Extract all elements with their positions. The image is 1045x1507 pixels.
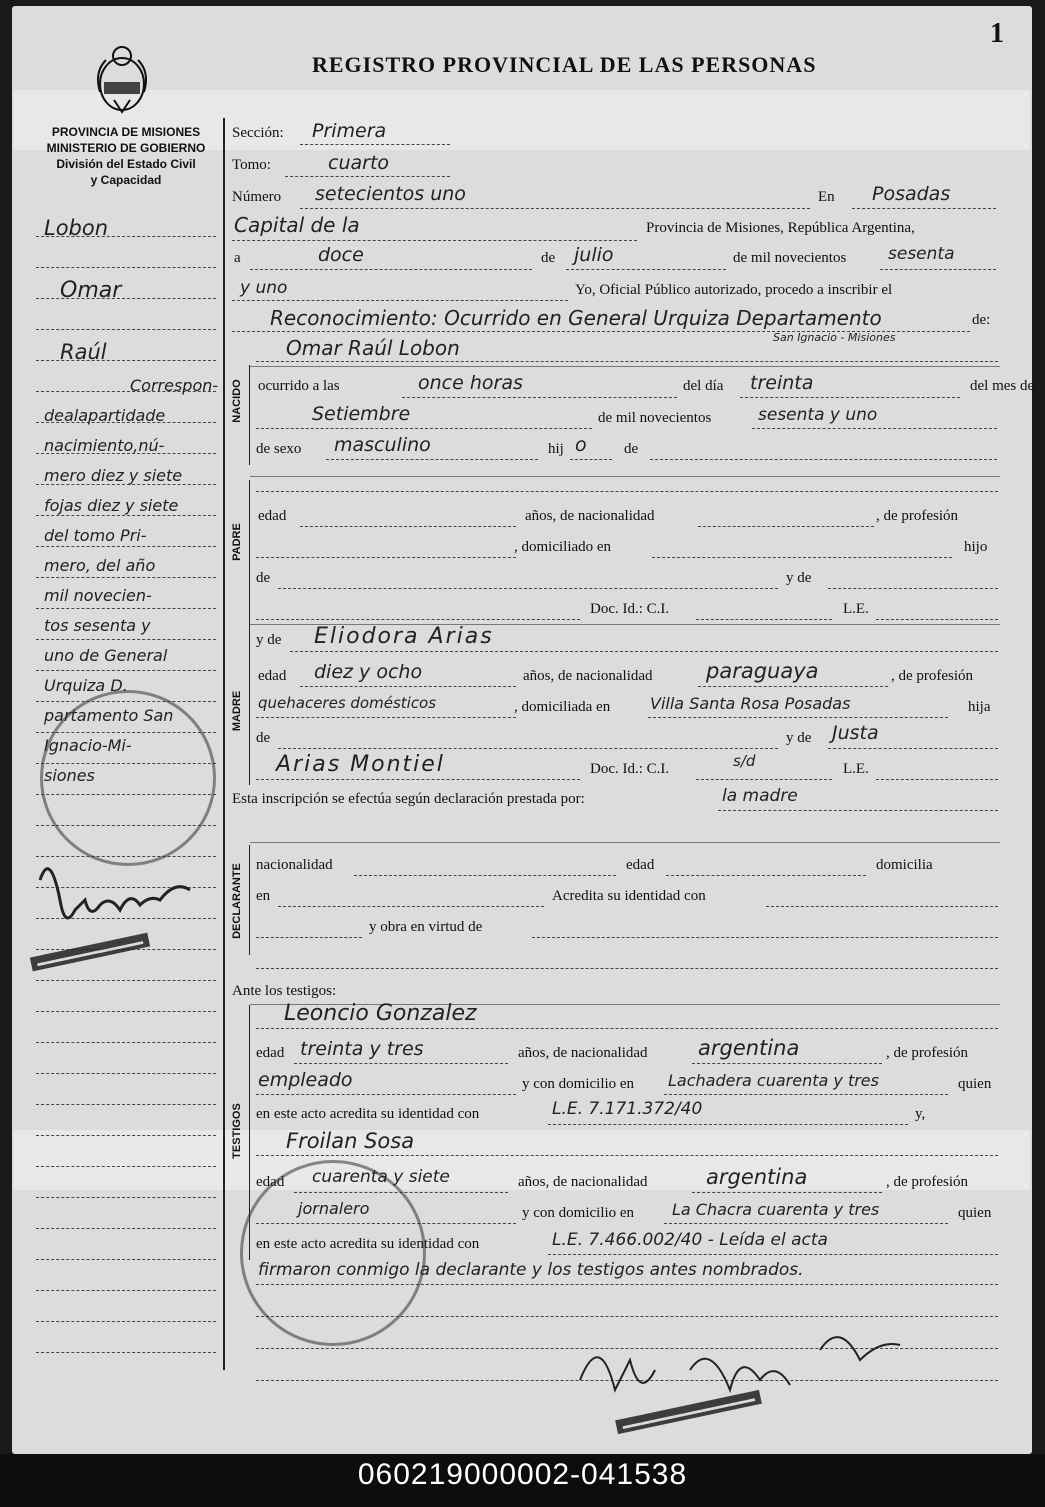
line-declarante	[718, 810, 998, 811]
label-padre-prof: , de profesión	[876, 508, 959, 524]
label-de-mil-2: de mil novecientos	[598, 410, 712, 426]
line-t2-nombre	[256, 1155, 998, 1156]
line-padre-abuela	[828, 588, 998, 589]
side-label-madre: MADRE	[231, 690, 243, 732]
value-madre-apellido: Arias Montiel	[276, 752, 445, 777]
round-official-seal-bottom	[240, 1160, 426, 1346]
line-t1-doc	[548, 1124, 908, 1125]
line-padre-edad	[300, 526, 516, 527]
value-anio-nac: sesenta y uno	[758, 405, 878, 425]
label-padre-de: de	[256, 570, 271, 586]
label-inscripcion: Esta inscripción se efectúa según declaración prestada por:	[232, 791, 585, 807]
label-madre-y-de-2: y de	[786, 730, 812, 746]
value-t1-nac: argentina	[698, 1036, 800, 1060]
label-padre-hijo: hijo	[964, 539, 988, 555]
margin-ruled-line	[36, 267, 216, 268]
label-madre-le: L.E.	[843, 761, 869, 777]
margin-ruled-line	[36, 639, 216, 640]
margin-annotation-line: uno de General	[44, 646, 168, 665]
label-t2-dom: y con domicilio en	[522, 1205, 635, 1221]
org-ministry: MINISTERIO DE GOBIERNO	[46, 141, 206, 155]
value-seccion: Primera	[312, 120, 387, 142]
value-sexo: masculino	[334, 434, 431, 456]
side-label-testigos: TESTIGOS	[231, 1103, 243, 1159]
line-madre-ci	[696, 779, 832, 780]
label-oficial: Yo, Oficial Público autorizado, procedo a inscribir el	[575, 282, 893, 298]
label-de-2: de	[624, 441, 639, 457]
margin-divider	[223, 118, 225, 1370]
line-t1-edad	[294, 1063, 508, 1064]
margin-ruled-line	[36, 1197, 216, 1198]
page-number: 1	[990, 18, 1004, 49]
label-madre-edad: edad	[258, 668, 287, 684]
label-madre-dom: , domiciliada en	[514, 699, 611, 715]
line-madre-apellido	[256, 779, 580, 780]
label-madre-de: de	[256, 730, 271, 746]
margin-annotation-line: partamento San	[44, 706, 174, 725]
label-padre-le: L.E.	[843, 601, 869, 617]
line-hora	[402, 397, 677, 398]
label-padre-doc: Doc. Id.: C.I.	[590, 601, 670, 617]
label-decl-edad: edad	[626, 857, 655, 873]
label-decl-obra: y obra en virtud de	[369, 919, 483, 935]
line-decl-en	[278, 906, 544, 907]
value-t1-dom: Lachadera cuarenta y tres	[668, 1071, 879, 1090]
value-t2-dom: La Chacra cuarenta y tres	[672, 1200, 880, 1219]
value-madre-nombre: Eliodora Arias	[314, 624, 494, 649]
line-anio1	[880, 269, 996, 270]
line-padre-dom	[652, 557, 952, 558]
line-madre-le	[876, 779, 998, 780]
rule-nacido-top	[250, 366, 1000, 367]
label-madre-prof: , de profesión	[891, 668, 974, 684]
label-de: de	[541, 250, 556, 266]
label-t1-edad: edad	[256, 1045, 285, 1061]
line-t2-nac	[692, 1192, 882, 1193]
line-madre-padre	[278, 748, 778, 749]
margin-annotation-line: tos sesenta y	[44, 616, 151, 635]
side-label-nacido: NACIDO	[231, 379, 243, 423]
margin-name-2: Raúl	[60, 340, 107, 364]
line-t1-nac	[692, 1063, 882, 1064]
value-tomo: cuarto	[328, 152, 390, 174]
line-nombre	[256, 361, 998, 362]
value-mes-nac: Setiembre	[312, 403, 411, 425]
margin-ruled-line	[36, 1042, 216, 1043]
value-dia-nac: treinta	[750, 372, 814, 394]
margin-ruled-line	[36, 1321, 216, 1322]
line-padre-nombre	[256, 491, 998, 492]
line-t2-doc	[548, 1254, 998, 1255]
value-t1-doc: L.E. 7.171.372/40	[552, 1099, 703, 1119]
value-madre-ci: s/d	[733, 752, 756, 770]
value-hij: o	[575, 434, 587, 456]
label-de-colon: de:	[972, 312, 991, 328]
label-t2-quien: quien	[958, 1205, 992, 1221]
bottom-signatures	[560, 1310, 920, 1420]
document-title: REGISTRO PROVINCIAL DE LAS PERSONAS	[312, 52, 817, 77]
value-madre-dom: Villa Santa Rosa Posadas	[650, 694, 851, 713]
label-numero: Número	[232, 189, 282, 205]
line-madre-madre	[828, 748, 998, 749]
line-padre-ci	[696, 619, 832, 620]
side-label-padre: PADRE	[231, 523, 243, 561]
label-sexo: de sexo	[256, 441, 302, 457]
value-declarante: la madre	[722, 786, 798, 806]
label-padre-edad: edad	[258, 508, 287, 524]
line-padre-le	[876, 619, 998, 620]
line-tomo	[285, 176, 450, 177]
margin-ruled-line	[36, 1135, 216, 1136]
margin-ruled-line	[36, 670, 216, 671]
margin-annotation-line: Urquiza D.	[44, 676, 128, 695]
value-madre-madre: Justa	[832, 722, 879, 744]
label-ante: Ante los testigos:	[232, 983, 337, 999]
side-label-declarante: DECLARANTE	[231, 863, 243, 939]
margin-annotation-line: del tomo Pri-	[44, 526, 147, 545]
margin-ruled-line	[36, 1011, 216, 1012]
label-madre-doc: Doc. Id.: C.I.	[590, 761, 670, 777]
margin-surname: Lobon	[44, 216, 109, 240]
line-anio-nac	[752, 428, 997, 429]
margin-ruled-line	[36, 1104, 216, 1105]
label-decl-dom: domicilia	[876, 857, 933, 873]
label-madre-y-de: y de	[256, 632, 282, 648]
value-acto: Reconocimiento: Ocurrido en General Urquiza Departamento	[270, 306, 882, 330]
label-del-dia: del día	[683, 378, 724, 394]
line-sexo	[326, 459, 538, 460]
margin-annotation-line: Correspon-	[130, 376, 219, 395]
line-padre-abuelo	[278, 588, 778, 589]
org-province: PROVINCIA DE MISIONES	[51, 125, 201, 139]
value-anio1: sesenta	[888, 244, 955, 264]
margin-ruled-line	[36, 608, 216, 609]
value-madre-prof: quehaceres domésticos	[258, 694, 437, 712]
line-anio2	[232, 300, 568, 301]
label-de-mil: de mil novecientos	[733, 250, 847, 266]
margin-ruled-line	[36, 1290, 216, 1291]
line-madre-nombre	[290, 651, 998, 652]
label-hij: hij	[548, 441, 564, 457]
label-t1-nac: años, de nacionalidad	[518, 1045, 648, 1061]
margin-annotation-line: mero, del año	[44, 556, 156, 575]
value-t2-prof: jornalero	[298, 1199, 370, 1218]
declarante-divider	[249, 845, 250, 955]
label-padre-y-de: y de	[786, 570, 812, 586]
line-decl-nac	[354, 875, 616, 876]
line-t1-dom	[664, 1094, 948, 1095]
margin-ruled-line	[36, 980, 216, 981]
line-mes	[566, 269, 726, 270]
delegation-stamp-bottom: ▬▬▬▬▬▬▬▬▬▬▬▬▬▬▬	[615, 1390, 762, 1434]
margin-ruled-line	[36, 1259, 216, 1260]
line-hij	[570, 459, 612, 460]
value-cierre: firmaron conmigo la declarante y los testigos antes nombrados.	[258, 1260, 804, 1280]
value-numero: setecientos uno	[315, 183, 466, 205]
label-t2-nac: años, de nacionalidad	[518, 1174, 648, 1190]
label-tomo: Tomo:	[232, 157, 271, 173]
label-decl-nac: nacionalidad	[256, 857, 333, 873]
line-seccion	[300, 144, 450, 145]
value-t2-edad: cuarenta y siete	[312, 1167, 450, 1187]
line-madre-dom	[648, 717, 948, 718]
rule-declarante-top	[250, 842, 1000, 843]
value-anio2: y uno	[240, 278, 288, 298]
value-t2-doc: L.E. 7.466.002/40 - Leída el acta	[552, 1230, 828, 1250]
label-padre-nac: años, de nacionalidad	[525, 508, 655, 524]
label-madre-nac: años, de nacionalidad	[523, 668, 653, 684]
line-numero	[300, 208, 810, 209]
line-t1-prof	[256, 1094, 516, 1095]
line-decl-edad	[666, 875, 866, 876]
line-madre-nac	[698, 686, 888, 687]
label-t1-dom: y con domicilio en	[522, 1076, 635, 1092]
margin-ruled-line	[36, 1352, 216, 1353]
label-decl-acredita: Acredita su identidad con	[552, 888, 706, 904]
margin-ruled-line	[36, 1073, 216, 1074]
label-t1-quien: quien	[958, 1076, 992, 1092]
line-decl-obra	[532, 937, 998, 938]
line-padres	[650, 459, 997, 460]
value-mes: julio	[574, 244, 614, 266]
margin-ruled-line	[36, 546, 216, 547]
footer-document-code: 060219000002-041538	[357, 1458, 688, 1491]
line-padre-prof	[256, 557, 516, 558]
margin-annotation-line: fojas diez y siete	[44, 496, 179, 515]
label-provincia: Provincia de Misiones, República Argentina,	[646, 220, 915, 236]
label-t2-prof: , de profesión	[886, 1174, 969, 1190]
coat-of-arms-icon	[92, 42, 152, 118]
line-mes-nac	[256, 428, 592, 429]
margin-annotation-line: Ignacio-Mi-	[44, 736, 132, 755]
label-t1-y: y,	[915, 1106, 926, 1122]
value-t1-nombre: Leoncio Gonzalez	[284, 1001, 477, 1026]
label-seccion: Sección:	[232, 125, 284, 141]
line-en	[852, 208, 996, 209]
value-depto: San Ignacio - Misiones	[773, 331, 896, 344]
line-dia-nac	[740, 397, 960, 398]
line-capital	[232, 240, 637, 241]
value-dia: doce	[318, 244, 364, 266]
org-division: División del Estado Civil	[56, 157, 196, 171]
value-t1-prof: empleado	[258, 1069, 353, 1091]
margin-annotation-line: mero diez y siete	[44, 466, 183, 485]
label-del-mes: del mes de	[970, 378, 1035, 394]
label-t1-prof: , de profesión	[886, 1045, 969, 1061]
label-t2-edad: edad	[256, 1174, 285, 1190]
margin-annotation-line: mil novecien-	[44, 586, 152, 605]
value-t2-nac: argentina	[706, 1165, 808, 1189]
line-madre-edad	[300, 686, 516, 687]
label-t2-acredita: en este acto acredita su identidad con	[256, 1236, 480, 1252]
margin-ruled-line	[36, 577, 216, 578]
rule-padre-top	[250, 476, 1000, 477]
value-madre-edad: diez y ocho	[314, 661, 423, 683]
line-t1-nombre	[256, 1028, 998, 1029]
value-hora: once horas	[418, 372, 523, 394]
value-t1-edad: treinta y tres	[300, 1038, 424, 1060]
value-nombre: Omar Raúl Lobon	[286, 336, 460, 360]
margin-annotation-line: siones	[44, 766, 95, 785]
value-capital: Capital de la	[234, 213, 360, 237]
madre-divider	[249, 620, 250, 785]
value-madre-nac: paraguaya	[706, 659, 819, 683]
line-decl-acredita	[766, 906, 998, 907]
padre-divider	[249, 480, 250, 620]
line-decl-extra	[256, 968, 998, 969]
margin-ruled-line	[36, 515, 216, 516]
margin-ruled-line	[36, 329, 216, 330]
line-decl-doc	[256, 937, 362, 938]
line-padre-nac	[698, 526, 874, 527]
label-a: a	[234, 250, 241, 266]
label-ocurrido: ocurrido a las	[258, 378, 340, 394]
label-padre-dom: , domiciliado en	[514, 539, 612, 555]
org-capacity: y Capacidad	[90, 173, 162, 187]
value-t2-nombre: Froilan Sosa	[286, 1129, 415, 1153]
line-padre-apellido	[256, 619, 580, 620]
margin-signature	[30, 840, 210, 950]
nacido-divider	[249, 365, 250, 465]
margin-annotation-line: dealapartidade	[44, 406, 166, 425]
value-en: Posadas	[872, 183, 951, 205]
label-t1-acredita: en este acto acredita su identidad con	[256, 1106, 480, 1122]
line-madre-prof	[256, 717, 516, 718]
line-t2-dom	[664, 1223, 948, 1224]
label-en: En	[818, 189, 835, 205]
delegation-stamp-margin: ▬▬▬▬▬▬▬▬▬▬▬▬	[30, 933, 150, 972]
issuing-authority	[28, 124, 224, 188]
label-madre-hija: hija	[968, 699, 991, 715]
margin-name-1: Omar	[60, 278, 122, 303]
margin-ruled-line	[36, 1228, 216, 1229]
margin-ruled-line	[36, 1166, 216, 1167]
line-dia	[250, 269, 532, 270]
label-decl-en: en	[256, 888, 271, 904]
margin-annotation-line: nacimiento,nú-	[44, 436, 165, 455]
